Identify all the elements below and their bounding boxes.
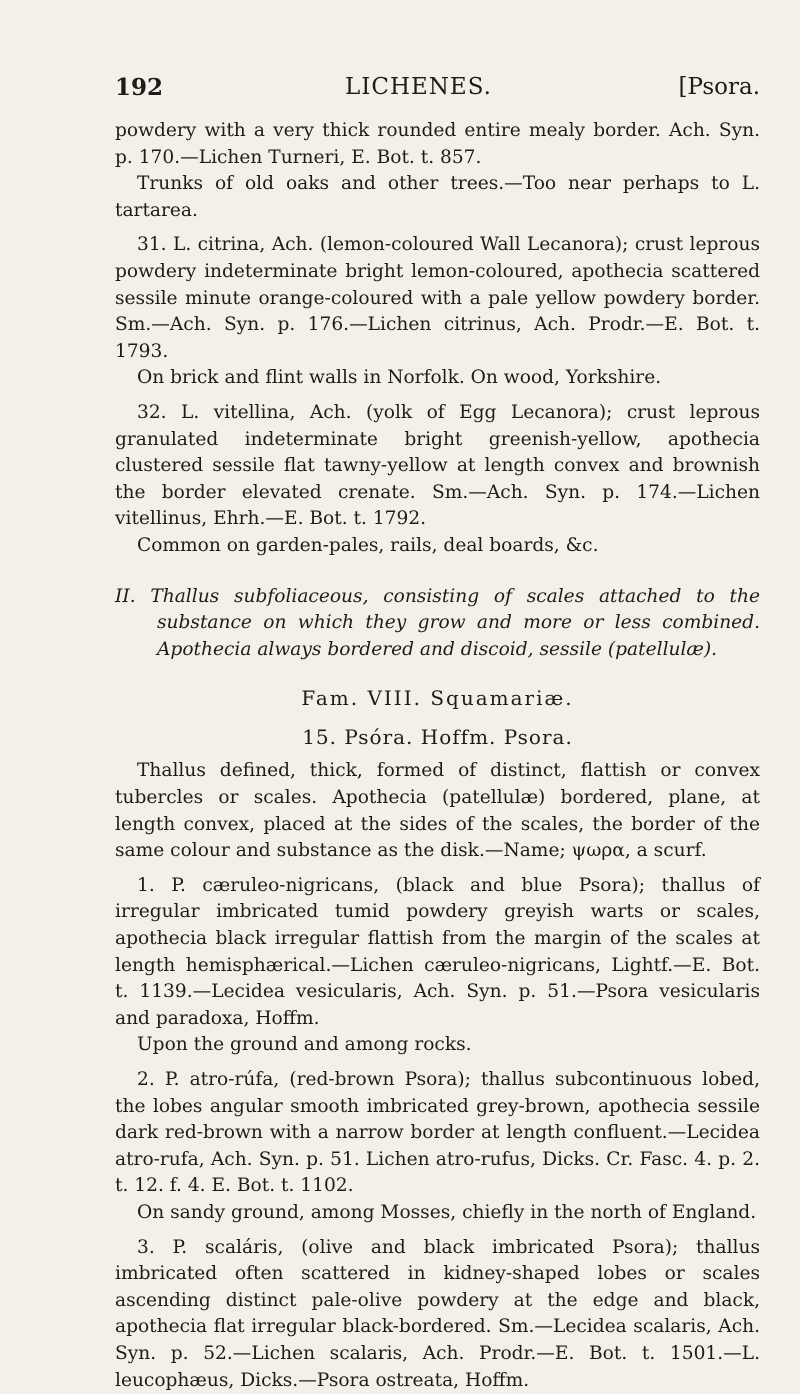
species-entry: 2. P. atro-rúfa, (red-brown Psora); thallus subcontinuous lobed, the lobes angular smooth imbricated grey-brown, apothecia sessile dark red-brown with a narrow border at length confluent.—Lecidea atro-rufa, Ach. Syn. p. 51. Lichen atro-rufus, Dicks. Cr. Fasc. 4. p. 2. t. 12. f. 4. E. Bot. t. 1102.: [115, 1069, 760, 1197]
genus-heading: 15. Psóra. Hoffm. Psora.: [302, 724, 573, 749]
habitat-note: On sandy ground, among Mosses, chiefly in the north of England.: [137, 1201, 757, 1223]
page-number: 192: [115, 74, 164, 101]
page-body: [115, 118, 760, 1394]
genus-description: Thallus defined, thick, formed of distinct, flattish or convex tubercles or scales. Apothecia (patellulæ) bordered, plane, at length convex, placed at the sides of the scales, the border of the same colour and substance as the disk.—Name; ψωρα, a scurf.: [115, 760, 760, 862]
species-entry: 32. L. vitellina, Ach. (yolk of Egg Lecanora); crust leprous granulated indeterminate bright greenish-yellow, apothecia clustered sessile flat tawny-yellow at length convex and brownish the border elevated crenate. Sm.—Ach. Syn. p. 174.—Lichen vitellinus, Ehrh.—E. Bot. t. 1792.: [115, 401, 760, 530]
species-entry: 1. P. cæruleo-nigricans, (black and blue Psora); thallus of irregular imbricated tumid powdery greyish warts or scales, apothecia black irregular flattish from the margin of the scales at length hemisphærical.—Lichen cæruleo-nigricans, Lightf.—E. Bot. t. 1139.—Lecidea vesicularis, Ach. Syn. p. 51.—Psora vesicularis and paradoxa, Hoffm.: [115, 874, 760, 1029]
family-heading: Fam. VIII. Squamariæ.: [301, 686, 574, 711]
paragraph: powdery with a very thick rounded entire mealy border. Ach. Syn. p. 170.—Lichen Turneri, E. Bot. t. 857.: [115, 120, 760, 168]
habitat-note: Upon the ground and among rocks.: [137, 1034, 472, 1056]
section-title: [Psora.: [678, 74, 760, 100]
division-heading: II. Thallus subfoliaceous, consisting of scales attached to the substance on which they grow and more or less combined. Apothecia always bordered and discoid, sessile (patellulæ).: [115, 585, 760, 660]
page-header: [115, 74, 760, 114]
paragraph: Trunks of old oaks and other trees.—Too near perhaps to L. tartarea.: [115, 173, 760, 221]
habitat-note: On brick and flint walls in Norfolk. On wood, Yorkshire.: [137, 367, 662, 389]
species-entry: 3. P. scaláris, (olive and black imbricated Psora); thallus imbricated often scattered in kidney-shaped lobes or scales ascending distinct pale-olive powdery at the edge and black, apothecia flat irregular black-bordered. Sm.—Lecidea scalaris, Ach. Syn. p. 52.—Lichen scalaris, Ach. Prodr.—E. Bot. t. 1501.—L. leucophæus, Dicks.—Psora ostreata, Hoffm.: [115, 1236, 760, 1391]
running-title: LICHENES.: [345, 74, 492, 100]
species-entry: 31. L. citrina, Ach. (lemon-coloured Wall Lecanora); crust leprous powdery indeterminate bright lemon-coloured, apothecia scattered sessile minute orange-coloured with a pale yellow powdery border. Sm.—Ach. Syn. p. 176.—Lichen citrinus, Ach. Prodr.—E. Bot. t. 1793.: [115, 234, 760, 362]
habitat-note: Common on garden-pales, rails, deal boards, &c.: [137, 534, 599, 556]
